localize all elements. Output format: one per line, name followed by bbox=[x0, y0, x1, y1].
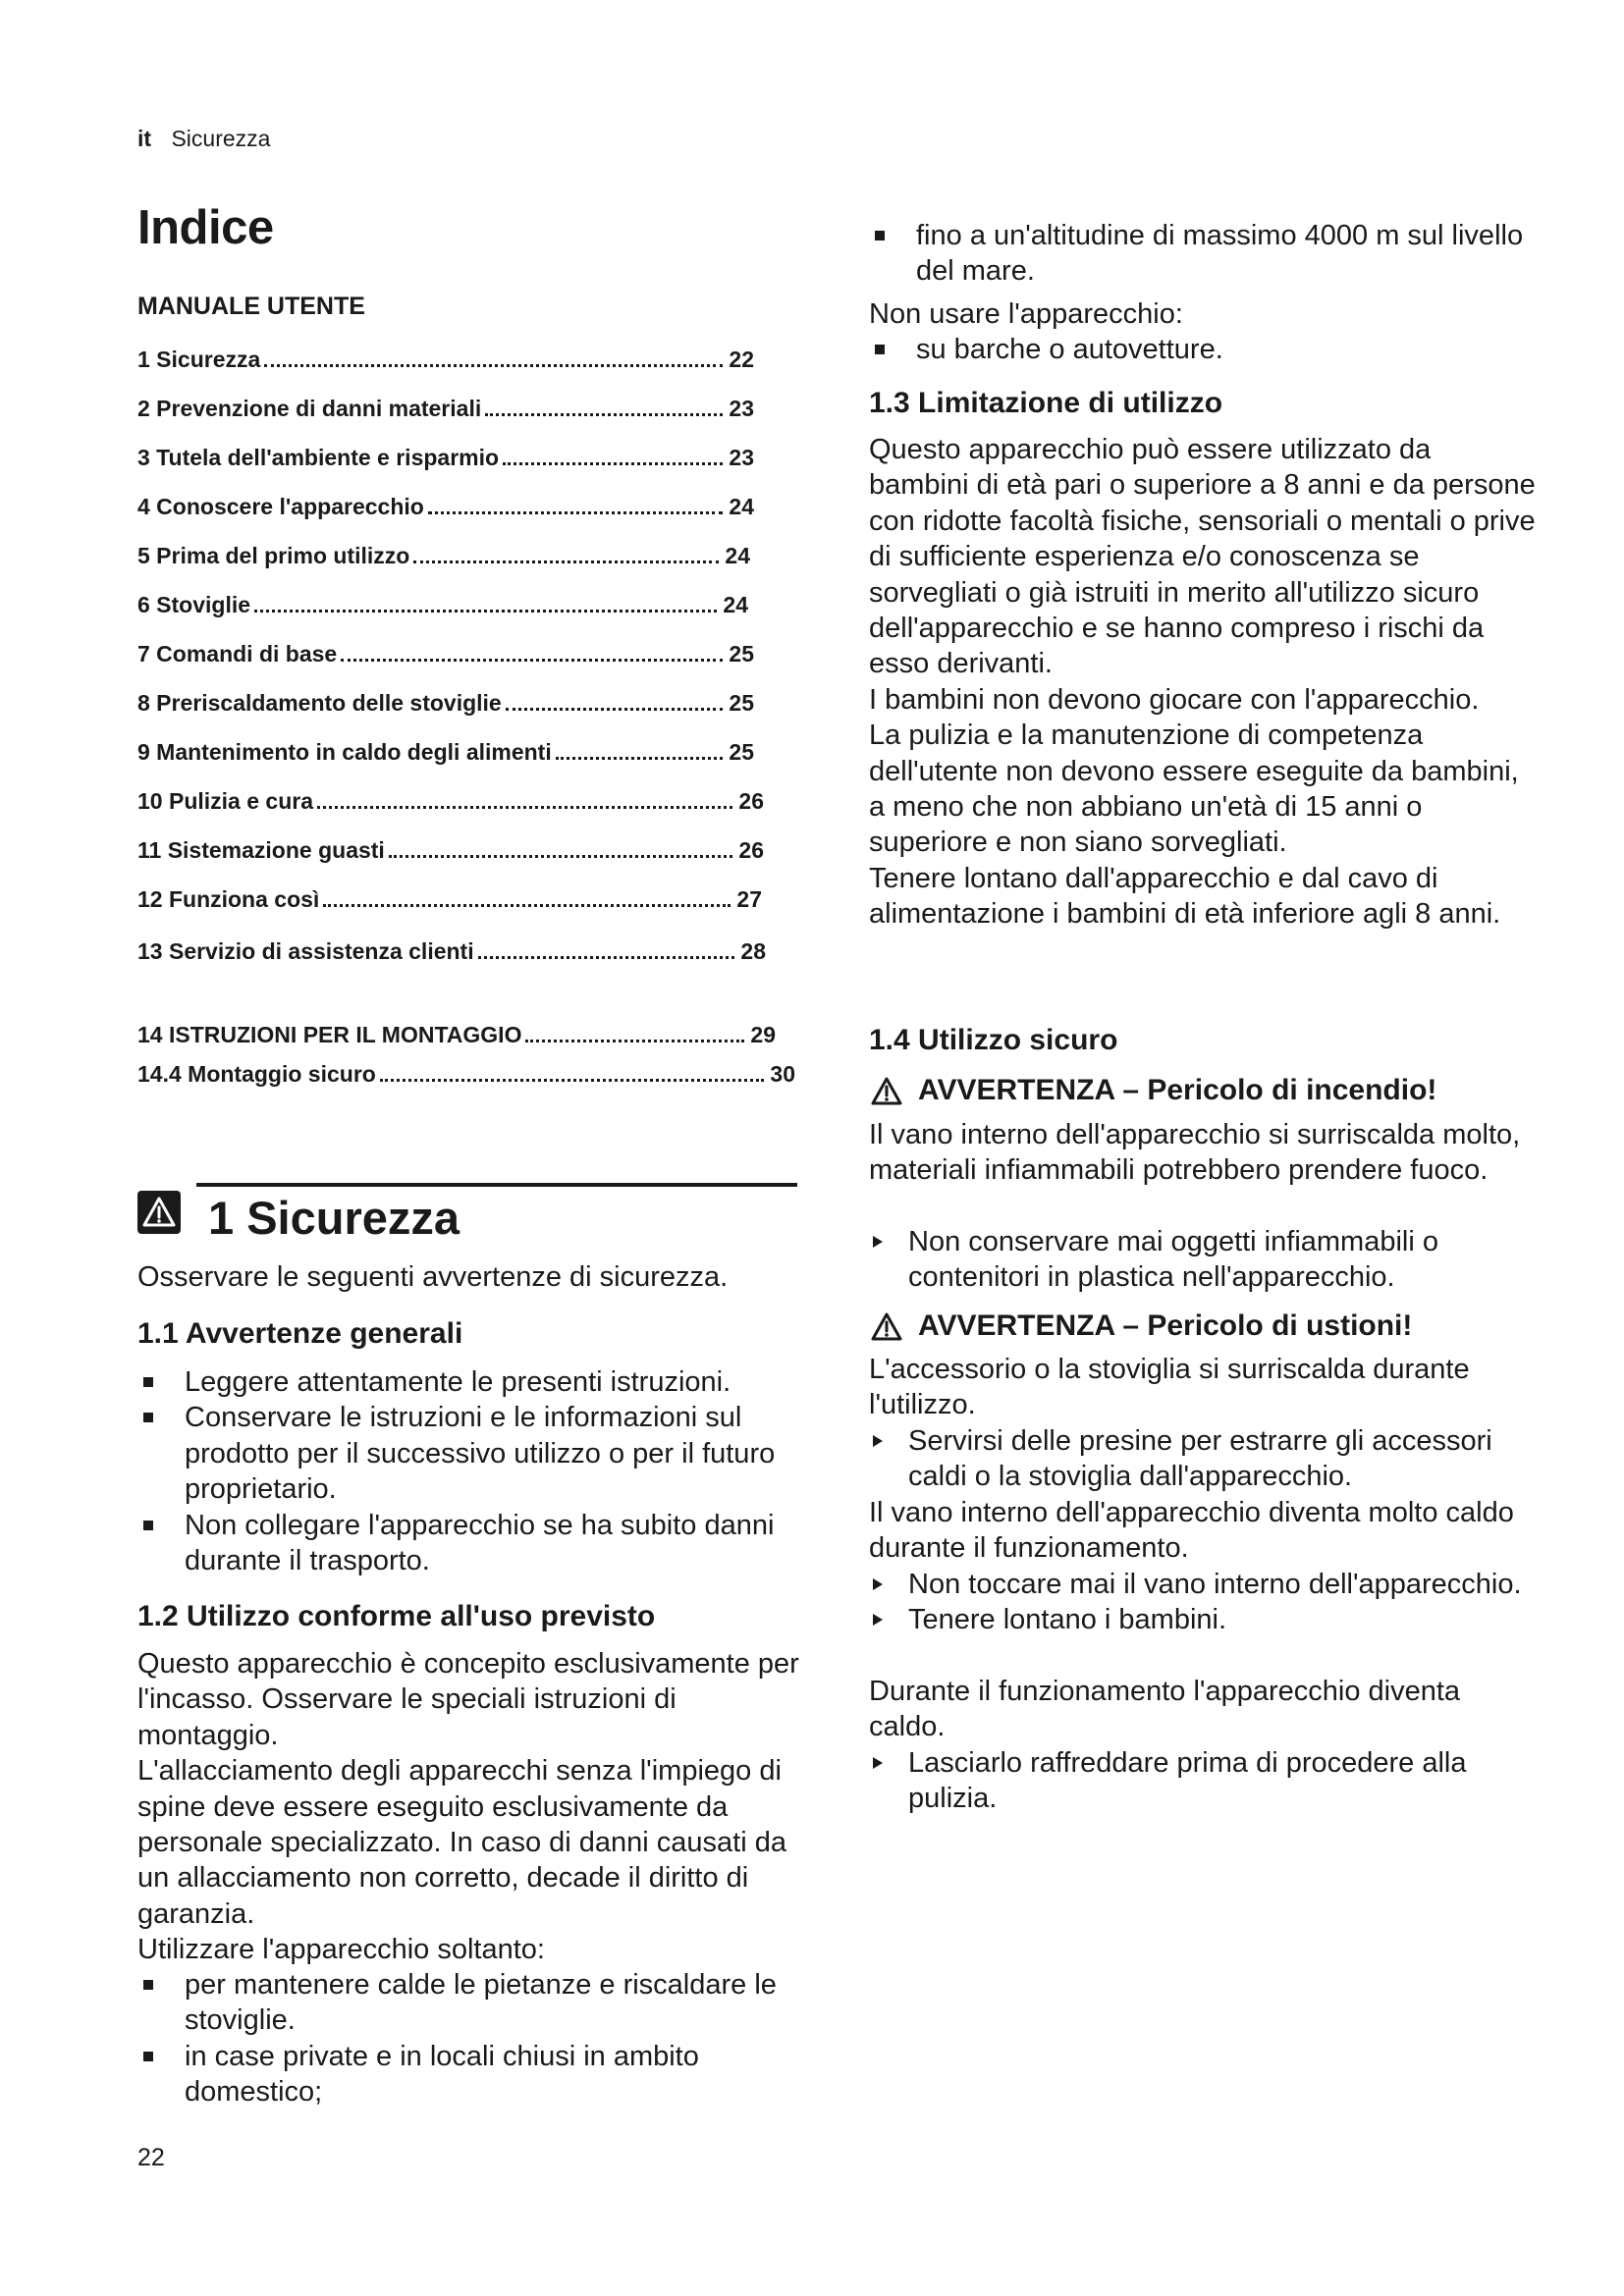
paragraph: Questo apparecchio è concepito esclusivamente per l'incasso. Osservare le speciali istruzioni di montaggio. bbox=[137, 1648, 799, 1751]
warning-heading: AVVERTENZA – Pericolo di incendio! bbox=[871, 1074, 1436, 1107]
chapter-intro: Osservare le seguenti avvertenze di sicurezza. bbox=[137, 1261, 729, 1293]
paragraph: L'accessorio o la stoviglia si surriscalda durante l'utilizzo. bbox=[869, 1354, 1470, 1421]
toc-entry[interactable]: 9 Mantenimento in caldo degli alimenti 25 bbox=[137, 739, 754, 765]
list-item: Non collegare l'apparecchio se ha subito danni durante il trasporto. bbox=[137, 1508, 805, 1579]
toc-entry[interactable]: 7 Comandi di base 25 bbox=[137, 641, 754, 667]
paragraph: Utilizzare l'apparecchio soltanto: bbox=[137, 1934, 545, 1966]
toc-entry[interactable]: 3 Tutela dell'ambiente e risparmio 23 bbox=[137, 445, 754, 470]
bullet-list bbox=[137, 1967, 805, 2110]
section-title-1-4: 1.4 Utilizzo sicuro bbox=[869, 1024, 1118, 1056]
toc-entry[interactable]: 4 Conoscere l'apparecchio 24 bbox=[137, 494, 754, 519]
instruction-step: Lasciarlo raffreddare prima di procedere alla pulizia. bbox=[869, 1745, 1546, 1817]
instruction-step: Non conservare mai oggetti infiammabili o contenitori in plastica nell'apparecchio. bbox=[869, 1224, 1546, 1296]
header-section: Sicurezza bbox=[171, 126, 271, 151]
instruction-step: Non toccare mai il vano interno dell'apparecchio. bbox=[869, 1567, 1546, 1602]
warning-triangle-icon bbox=[871, 1077, 902, 1105]
instruction-list bbox=[869, 1745, 1546, 1817]
list-item: Conservare le istruzioni e le informazioni sul prodotto per il successivo utilizzo o per il futuro proprietario. bbox=[137, 1400, 805, 1507]
list-item: fino a un'altitudine di massimo 4000 m sul livello del mare. bbox=[869, 218, 1546, 290]
section-title-1-1: 1.1 Avvertenze generali bbox=[137, 1317, 463, 1350]
toc-entry[interactable]: 5 Prima del primo utilizzo 24 bbox=[137, 543, 750, 568]
bullet-list bbox=[137, 1364, 805, 1578]
toc-entry[interactable]: 10 Pulizia e cura 26 bbox=[137, 788, 764, 814]
toc-entry[interactable]: 6 Stoviglie 24 bbox=[137, 592, 748, 617]
toc-install-entry[interactable]: 14 ISTRUZIONI PER IL MONTAGGIO 29 bbox=[137, 1022, 776, 1047]
paragraph: Il vano interno dell'apparecchio si surriscalda molto, materiali infiammabili potrebbero prendere fuoco. bbox=[869, 1119, 1521, 1187]
paragraph: Non usare l'apparecchio: bbox=[869, 298, 1183, 330]
chapter-rule bbox=[196, 1183, 797, 1187]
toc-install-entry[interactable]: 14.4 Montaggio sicuro 30 bbox=[137, 1061, 795, 1087]
page-header bbox=[137, 126, 270, 152]
paragraph: I bambini non devono giocare con l'apparecchio. bbox=[869, 683, 1480, 716]
warning-triangle-icon bbox=[871, 1312, 902, 1341]
bullet-list bbox=[869, 218, 1546, 290]
section-body-1-2 bbox=[137, 1646, 805, 1968]
paragraph: Questo apparecchio può essere utilizzato da bambini di età pari o superiore a 8 anni e da persone con ridotte facoltà fisiche, sensoriali o mentali o prive di sufficiente esperienza e/o conoscenza se sorvegliati o già istruiti in merito all'utilizzo sicuro dell'apparecchio e se hanno compreso i rischi da esso derivanti. bbox=[869, 434, 1536, 680]
warning-icon bbox=[137, 1191, 181, 1234]
instruction-step: Servirsi delle presine per estrarre gli accessori caldi o la stoviglia dall'apparecchio. bbox=[869, 1423, 1546, 1495]
toc-entry[interactable]: 12 Funziona così 27 bbox=[137, 886, 762, 912]
instruction-list bbox=[869, 1224, 1546, 1296]
page-number: 22 bbox=[137, 2144, 165, 2171]
warning-heading: AVVERTENZA – Pericolo di ustioni! bbox=[871, 1309, 1412, 1343]
toc-entry[interactable]: 8 Preriscaldamento delle stoviglie 25 bbox=[137, 690, 754, 716]
toc-section-label: MANUALE UTENTE bbox=[137, 293, 365, 320]
paragraph: Durante il funzionamento l'apparecchio diventa caldo. bbox=[869, 1676, 1461, 1743]
toc-entry[interactable]: 11 Sistemazione guasti 26 bbox=[137, 837, 764, 863]
instruction-step: Tenere lontano i bambini. bbox=[869, 1602, 1546, 1637]
instruction-list bbox=[869, 1567, 1546, 1638]
toc-entry[interactable]: 2 Prevenzione di danni materiali 23 bbox=[137, 396, 754, 421]
header-language: it bbox=[137, 126, 152, 151]
list-item: Leggere attentamente le presenti istruzioni. bbox=[137, 1364, 805, 1400]
bullet-list bbox=[869, 332, 1546, 367]
paragraph: L'allacciamento degli apparecchi senza l'impiego di spine deve essere eseguito esclusivamente da personale specializzato. In caso di danni causati da un allacciamento non corretto, decade il diritto di garanzia. bbox=[137, 1755, 786, 1930]
paragraph: Tenere lontano dall'apparecchio e dal cavo di alimentazione i bambini di età inferiore agli 8 anni. bbox=[869, 862, 1501, 931]
section-title-1-2: 1.2 Utilizzo conforme all'uso previsto bbox=[137, 1600, 656, 1632]
toc-entry[interactable]: 1 Sicurezza 22 bbox=[137, 347, 754, 372]
paragraph: Il vano interno dell'apparecchio diventa molto caldo durante il funzionamento. bbox=[869, 1497, 1514, 1565]
list-item: per mantenere calde le pietanze e riscaldare le stoviglie. bbox=[137, 1967, 805, 2039]
list-item: su barche o autovetture. bbox=[869, 332, 1546, 367]
section-body-1-3 bbox=[869, 432, 1537, 933]
toc-entry[interactable]: 13 Servizio di assistenza clienti 28 bbox=[137, 938, 766, 964]
section-title-1-3: 1.3 Limitazione di utilizzo bbox=[869, 387, 1223, 419]
chapter-title: 1 Sicurezza bbox=[208, 1192, 460, 1244]
paragraph: La pulizia e la manutenzione di competenza dell'utente non devono essere eseguite da bambini, a meno che non abbiano un'età di 15 anni o superiore e non siano sorvegliati. bbox=[869, 720, 1519, 859]
list-item: in case private e in locali chiusi in ambito domestico; bbox=[137, 2039, 805, 2110]
instruction-list bbox=[869, 1423, 1546, 1495]
toc-title: Indice bbox=[137, 201, 274, 254]
